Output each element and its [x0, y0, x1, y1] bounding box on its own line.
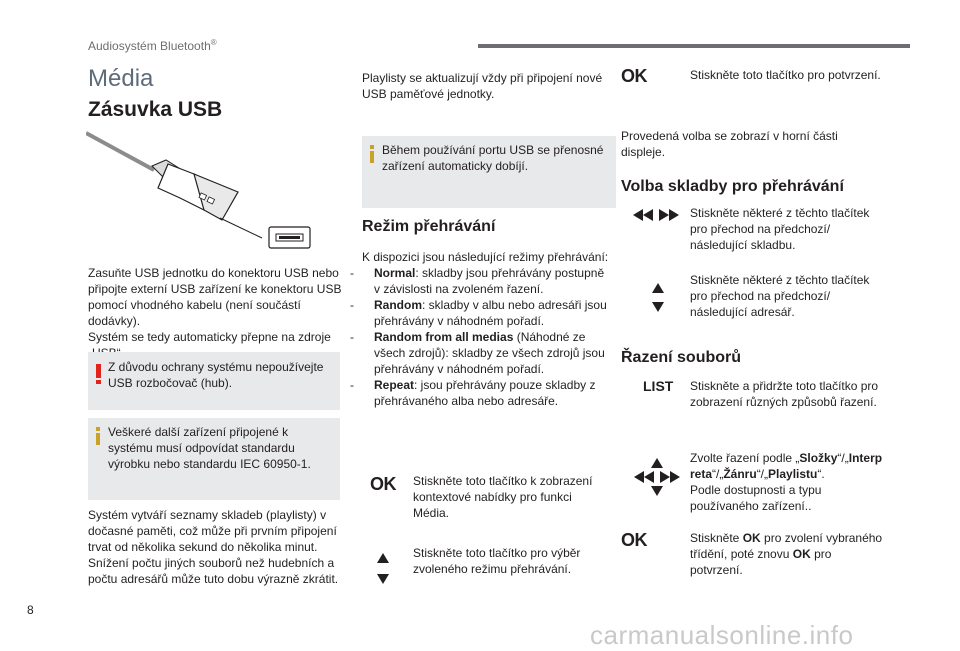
usb-intro: Zasuňte USB jednotku do konektoru USB nebo připojte externí USB zařízení ke konektoru USB pomocí vhodného kabelu (není součástí dodávky). Systém se tedy automaticky přepne na zdroje: [88, 266, 342, 344]
ok-button-icon: OK: [621, 66, 647, 86]
mode-repeat: - Repeat: jsou přehrávány pouze skladby z: [350, 378, 596, 392]
ok-menu-text: Stiskněte toto tlačítko k zobrazení kontextové nabídky pro funkci Média.: [413, 474, 593, 520]
ok-button-icon: OK: [370, 474, 396, 494]
usb-illustration: [86, 130, 316, 252]
selection-shown-text: Provedená volba se zobrazí v horní části displeje.: [621, 129, 838, 159]
list-text: Stiskněte a přidržte toto tlačítko pro zobrazení různých způsobů řazení.: [690, 379, 879, 409]
mode-normal: - Normal: skladby jsou přehrávány postupně: [350, 266, 605, 280]
section-title: Média: [88, 65, 154, 92]
sort-heading: Řazení souborů: [621, 349, 742, 366]
warning-box: Z důvodu ochrany systému nepoužívejte USB rozbočovač (hub).: [88, 352, 340, 410]
updown-folder-text: Stiskněte některé z těchto tlačítek pro přechod na předchozí/ následující adresář.: [690, 273, 870, 319]
info-box-standard: Veškeré další zařízení připojené k systému musí odpovídat standardu výrobku nebo standardu IEC 60950-1.: [88, 418, 340, 500]
arrow-down-icon: [652, 302, 664, 312]
playlist-text: Systém vytváří seznamy skladeb (playlisty) v dočasné paměti, což může při prvním připojení trvat od několika sekund do několika minut. Snížení počtu jiných souborů než hudebních a počtu adresářů může tuto dobu výrazně zkrátit.: [88, 508, 339, 586]
info-icon: [96, 427, 100, 445]
ok-button-icon: OK: [621, 530, 647, 550]
header-divider: [478, 44, 910, 48]
running-header: Audiosystém Bluetooth®: [88, 38, 217, 53]
playlist-update: Playlisty se aktualizují vždy při připojení nové USB paměťové jednotky.: [362, 71, 603, 101]
arrow-down-icon: [377, 574, 389, 584]
list-button-icon: LIST: [643, 378, 674, 394]
prev-next-track-icon: [633, 208, 683, 222]
sort-options-text: Zvolte řazení podle „Složky“/„Interp reta“/„Žánru“/„Playlistu“. Podle dostupnosti a typu používaného zařízení..: [690, 451, 883, 513]
updown-mode-text: Stiskněte toto tlačítko pro výběr zvoleného režimu přehrávání.: [413, 546, 581, 576]
watermark: carmanualsonline.info: [590, 620, 854, 650]
info-box-charge: Během používání portu USB se přenosné zařízení automaticky dobíjí.: [362, 136, 616, 208]
arrow-up-icon: [652, 283, 664, 293]
mode-random-all: - Random from all medias (Náhodné ze: [350, 330, 586, 344]
navigation-cross-icon: [634, 458, 680, 496]
info-icon: [370, 145, 374, 163]
arrow-up-icon: [377, 553, 389, 563]
warning-icon: [96, 364, 101, 384]
leftright-text: Stiskněte některé z těchto tlačítek pro přechod na předchozí/ následující skladbu.: [690, 206, 870, 252]
mode-list: K dispozici jsou následující režimy přehrávání: - Normal: skladby jsou přehrávány postupně v závislosti na zvoleném řazení. - Random: skladby v albu nebo adresáři jsou přehrávány v náhodném pořadí. - Random from all medias (Náhodné ze všech zdrojů): skladby ze všech zdrojů jsou přehrávány v náhodném pořadí. - Repeat: jsou přehrávány pouze skladby z přehrávaného alba nebo adresáře.: [362, 249, 620, 409]
track-heading: Volba skladby pro přehrávání: [621, 178, 844, 195]
ok-sort-text: Stiskněte OK pro zvolení vybraného třídění, poté znovu OK pro potvrzení.: [690, 531, 883, 577]
mode-random: - Random: skladby v albu nebo adresáři jsou: [350, 298, 607, 312]
ok-confirm-text: Stiskněte toto tlačítko pro potvrzení.: [690, 68, 881, 82]
usb-heading: Zásuvka USB: [88, 98, 223, 121]
mode-heading: Režim přehrávání: [362, 218, 496, 235]
page-number: 8: [27, 603, 34, 617]
